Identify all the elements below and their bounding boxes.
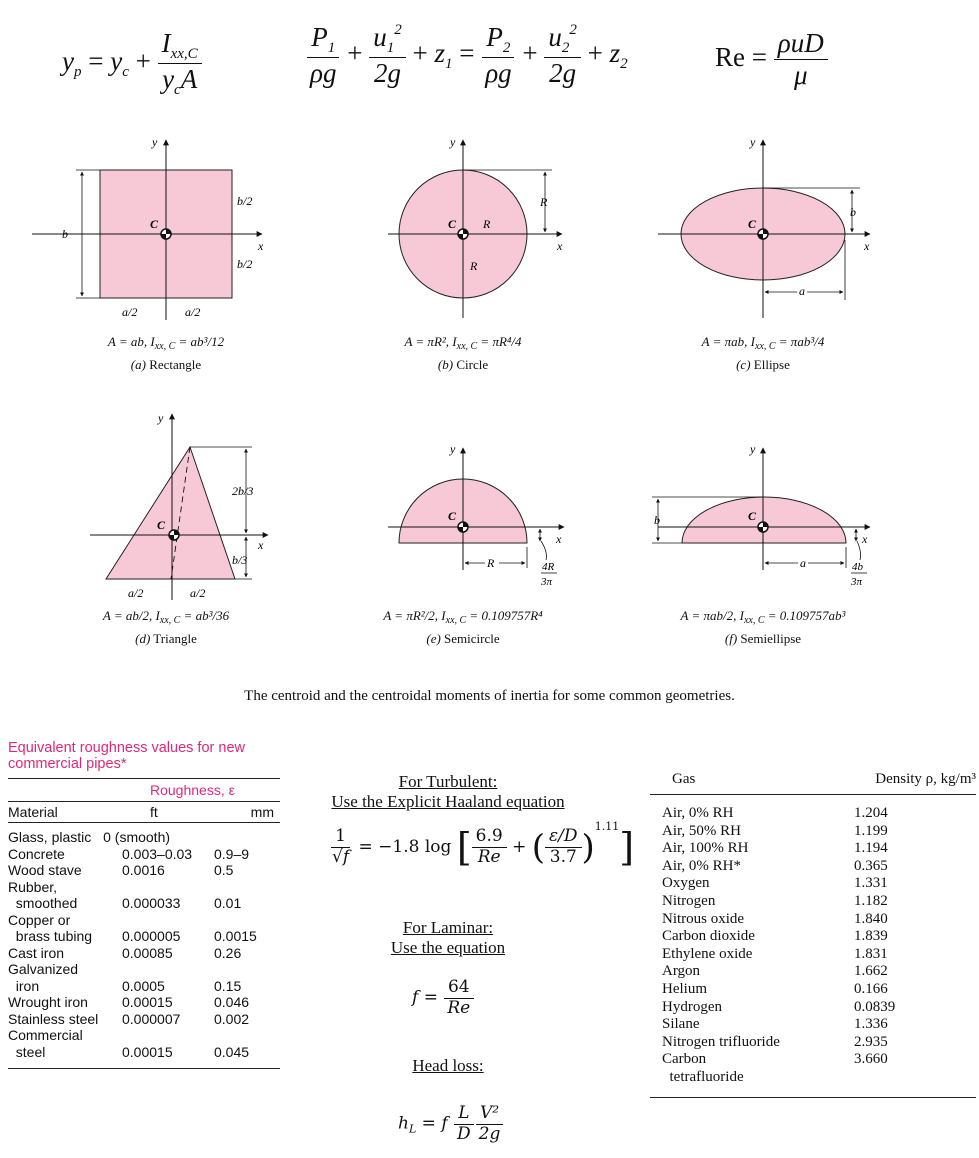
ellipse-caption: A = πab, $I_{xx, C} = \pi ab^3/4$ (c) Ellipse (701, 334, 825, 372)
gas-density-cell: 0.365 (854, 857, 888, 874)
gas-name-cell: Air, 0% RH* (662, 857, 741, 874)
mm-cell: 0.15 (214, 977, 242, 994)
gas-density-cell: 2.935 (854, 1033, 888, 1050)
semiellipse-shape (682, 497, 846, 543)
ft-cell (103, 961, 230, 978)
svg-text:x: x (258, 538, 264, 552)
triangle-figure (90, 411, 268, 600)
mm-cell: 0.01 (214, 895, 242, 912)
material-cell: Concrete (8, 845, 65, 862)
gas-name-cell: Hydrogen (662, 998, 722, 1015)
gas-density-cell: 0.0839 (854, 998, 896, 1015)
gas-name-cell: Air, 50% RH (662, 822, 741, 839)
material-cell: Glass, plastic (8, 829, 92, 846)
svg-text:4R: 4R (542, 561, 555, 573)
ft-cell: 0.003–0.03 (122, 845, 193, 862)
bernoulli-equation: $\frac{P_1}{\rho g}$ + $\frac{u_1^2}{2g}$ + $z_1$ = $\frac{P_2}{\rho g}$ + $\frac{u_2^2}{2g}$ + $z_2$ (306, 22, 628, 89)
svg-text:C: C (150, 217, 159, 231)
gas-row (650, 823, 976, 841)
ft-cell: 0.0005 (122, 977, 165, 994)
svg-text:R: R (487, 556, 495, 570)
ft-cell (103, 1027, 230, 1044)
material-cell: brass tubing (8, 928, 93, 945)
mm-cell: 0.26 (214, 944, 242, 961)
roughness-row (8, 862, 280, 879)
turbulent-heading: For Turbulent: Use the Explicit Haaland equation (331, 772, 565, 811)
gas-density-cell: 1.336 (854, 1016, 888, 1033)
svg-text:R: R (483, 217, 491, 231)
gas-row (650, 805, 976, 823)
material-cell: steel (8, 1043, 46, 1060)
mm-cell: 0.5 (214, 862, 234, 879)
ft-cell (103, 912, 230, 929)
mm-cell (230, 829, 280, 846)
ellipse-figure (658, 135, 870, 318)
svg-text:C: C (748, 217, 757, 231)
gas-name-cell: Helium (662, 980, 707, 997)
laminar-heading: For Laminar: Use the equation (390, 918, 506, 957)
gas-name-cell: Silane (662, 1016, 700, 1033)
gas-density-cell: 0.166 (854, 980, 888, 997)
svg-text:a: a (800, 556, 806, 570)
roughness-row (8, 945, 280, 962)
mm-cell: 0.045 (214, 1043, 250, 1060)
gas-row (650, 893, 976, 911)
roughness-row (8, 1011, 280, 1028)
gas-name-cell: Ethylene oxide (662, 945, 753, 962)
mm-cell (230, 1027, 280, 1044)
gas-density-cell: 1.204 (854, 805, 888, 821)
gas-density-cell: 1.662 (854, 963, 888, 980)
gas-density-cell: 1.840 (854, 910, 888, 927)
svg-text:x: x (862, 532, 868, 546)
roughness-row (8, 829, 280, 846)
roughness-row (8, 895, 280, 912)
mm-cell (230, 961, 280, 978)
material-cell: Copper or (8, 911, 71, 928)
ft-cell: 0 (smooth) (103, 829, 171, 846)
ft-cell: 0.0016 (122, 862, 165, 879)
roughness-table (8, 740, 280, 1069)
material-cell: Cast iron (8, 944, 65, 961)
svg-text:C: C (448, 509, 457, 523)
ft-cell: 0.000007 (122, 1010, 181, 1027)
svg-text:x: x (258, 239, 264, 253)
roughness-title: Equivalent roughness values for new commercial pipes* (8, 740, 245, 773)
gas-density-cell: 1.199 (854, 822, 888, 839)
svg-text:y: y (450, 442, 456, 456)
material-cell: Wrought iron (8, 994, 88, 1011)
ft-cell: 0.00015 (122, 994, 173, 1011)
gas-density-cell: 1.831 (854, 945, 888, 962)
gas-name-cell: Air, 0% RH (662, 805, 734, 821)
rectangle-caption: A = ab, $I_{xx, C} = ab^3/12$ (a) Rectangle (107, 334, 225, 372)
roughness-row (8, 994, 280, 1011)
svg-text:a/2: a/2 (185, 305, 201, 319)
svg-text:a/2: a/2 (190, 586, 206, 600)
roughness-row (8, 1044, 280, 1061)
svg-text:y: y (158, 411, 164, 425)
material-cell: iron (8, 977, 40, 994)
gas-header-row: Gas Density ρ, kg/m³ (650, 768, 976, 795)
gas-density-cell: 1.839 (854, 928, 888, 945)
mm-cell: 0.046 (214, 994, 250, 1011)
gas-name-cell: Nitrous oxide (662, 910, 745, 927)
svg-text:C: C (448, 217, 457, 231)
svg-text:b/2: b/2 (237, 257, 253, 271)
svg-text:y: y (750, 442, 756, 456)
gas-row (650, 840, 976, 858)
gas-row (650, 946, 976, 964)
svg-text:y: y (152, 135, 158, 149)
gas-row (650, 1051, 976, 1069)
svg-text:y: y (450, 135, 456, 149)
gas-name-cell: Oxygen (662, 875, 710, 892)
gas-density-cell: 1.331 (854, 875, 888, 892)
mm-cell (230, 912, 280, 929)
svg-text:b: b (62, 227, 68, 241)
gas-name-cell: Air, 100% RH (662, 840, 749, 857)
roughness-subhead: Roughness, ε (150, 782, 235, 799)
rectangle-figure (32, 135, 264, 320)
svg-text:3π: 3π (541, 576, 553, 588)
gas-row (650, 981, 976, 999)
roughness-row (8, 928, 280, 945)
gas-row (650, 963, 976, 981)
svg-text:y: y (750, 135, 756, 149)
gas-name-cell: tetrafluoride (662, 1068, 744, 1085)
circle-caption: A = πR², $I_{xx, C} = \pi R^4/4$ (b) Circle (404, 334, 522, 372)
material-cell: Wood stave (8, 862, 82, 879)
svg-text:3π: 3π (851, 576, 863, 588)
svg-text:b/2: b/2 (237, 194, 253, 208)
material-cell: Rubber, (8, 878, 58, 895)
haaland-equation: $\frac{1}{√f}$ = −1.8 log [ $\frac{6.9}{Re}$ + ( $\frac{\varepsilon/D}{3.7}$ )$^{1.11}$] (332, 820, 635, 870)
svg-text:b/3: b/3 (232, 553, 248, 567)
gas-row (650, 911, 976, 929)
gas-name-cell: Argon (662, 963, 701, 980)
mm-cell: 0.9–9 (214, 845, 250, 862)
gas-name-cell: Carbon (662, 1051, 707, 1068)
material-cell: Galvanized (8, 961, 79, 978)
headloss-heading: Head loss: (412, 1056, 484, 1075)
svg-text:2b/3: 2b/3 (232, 484, 254, 498)
gas-row (650, 1016, 976, 1034)
mm-cell: 0.002 (214, 1010, 250, 1027)
svg-text:b: b (850, 205, 856, 219)
svg-text:b: b (654, 513, 660, 527)
svg-text:x: x (864, 239, 870, 253)
mm-cell (230, 879, 280, 896)
mm-cell: 0.0015 (214, 928, 257, 945)
svg-text:x: x (556, 532, 562, 546)
ft-cell (103, 879, 230, 896)
roughness-row (8, 961, 280, 978)
gas-row (650, 875, 976, 893)
triangle-caption: A = ab/2, $I_{xx, C} = ab^3/36$ (d) Triangle (102, 608, 230, 646)
semicircle-caption: A = πR²/2, $I_{xx, C} = 0.109757R^4$ (e) Semicircle (383, 608, 543, 646)
gas-density-table (650, 768, 976, 1098)
gas-density-cell: 3.660 (854, 1051, 888, 1068)
reynolds-equation: Re = $\frac{\text{ρuD}}{\mu}$ (715, 28, 828, 91)
svg-text:x: x (557, 239, 563, 253)
svg-text:R: R (540, 195, 548, 209)
gas-row (650, 999, 976, 1017)
roughness-header-row: Material ft mm (8, 801, 280, 823)
triangle-shape (106, 447, 235, 579)
gas-density-cell: 1.194 (854, 840, 888, 857)
headloss-equation: $h_L = f$ $\frac{L}{D}$ $\frac{\text{V²}}{2g}$ (398, 1104, 504, 1144)
gas-row (650, 1034, 976, 1052)
svg-text:a: a (799, 284, 805, 298)
svg-text:C: C (748, 509, 757, 523)
svg-text:C: C (157, 518, 166, 532)
gas-row (650, 858, 976, 876)
material-cell: Commercial (8, 1027, 83, 1044)
circle-figure (388, 135, 563, 318)
semiellipse-caption: A = πab/2, $I_{xx, C} = 0.109757ab^3$ (f) Semiellipse (680, 608, 846, 646)
roughness-row (8, 978, 280, 995)
ft-cell: 0.00015 (122, 1043, 173, 1060)
gas-row (650, 1069, 976, 1087)
semiellipse-figure (652, 442, 870, 588)
gas-row (650, 928, 976, 946)
svg-text:R: R (470, 259, 478, 273)
svg-text:4b: 4b (852, 561, 863, 573)
laminar-equation: f = $\frac{64}{Re}$ (412, 978, 474, 1018)
centroid-caption: The centroid and the centroidal moments of inertia for some common geometries. (244, 688, 735, 704)
svg-text:a/2: a/2 (128, 586, 144, 600)
material-cell: smoothed (8, 895, 78, 912)
gas-density-cell (854, 1069, 934, 1087)
roughness-row (8, 879, 280, 896)
roughness-row (8, 912, 280, 929)
svg-text:a/2: a/2 (122, 305, 138, 319)
semicircle-figure (388, 442, 564, 588)
ft-cell: 0.00085 (122, 944, 173, 961)
material-cell: Stainless steel (8, 1010, 99, 1027)
roughness-row (8, 1027, 280, 1044)
roughness-row (8, 846, 280, 863)
gas-name-cell: Carbon dioxide (662, 928, 755, 945)
gas-density-cell: 1.182 (854, 892, 888, 909)
gas-name-cell: Nitrogen trifluoride (662, 1033, 780, 1050)
centroid-depth-equation: $y_p = y_c$ + $\frac{I_{xx,C}}{y_cA}$ (62, 28, 202, 100)
ft-cell: 0.000033 (122, 895, 181, 912)
ft-cell: 0.000005 (122, 928, 181, 945)
gas-name-cell: Nitrogen (662, 892, 716, 909)
